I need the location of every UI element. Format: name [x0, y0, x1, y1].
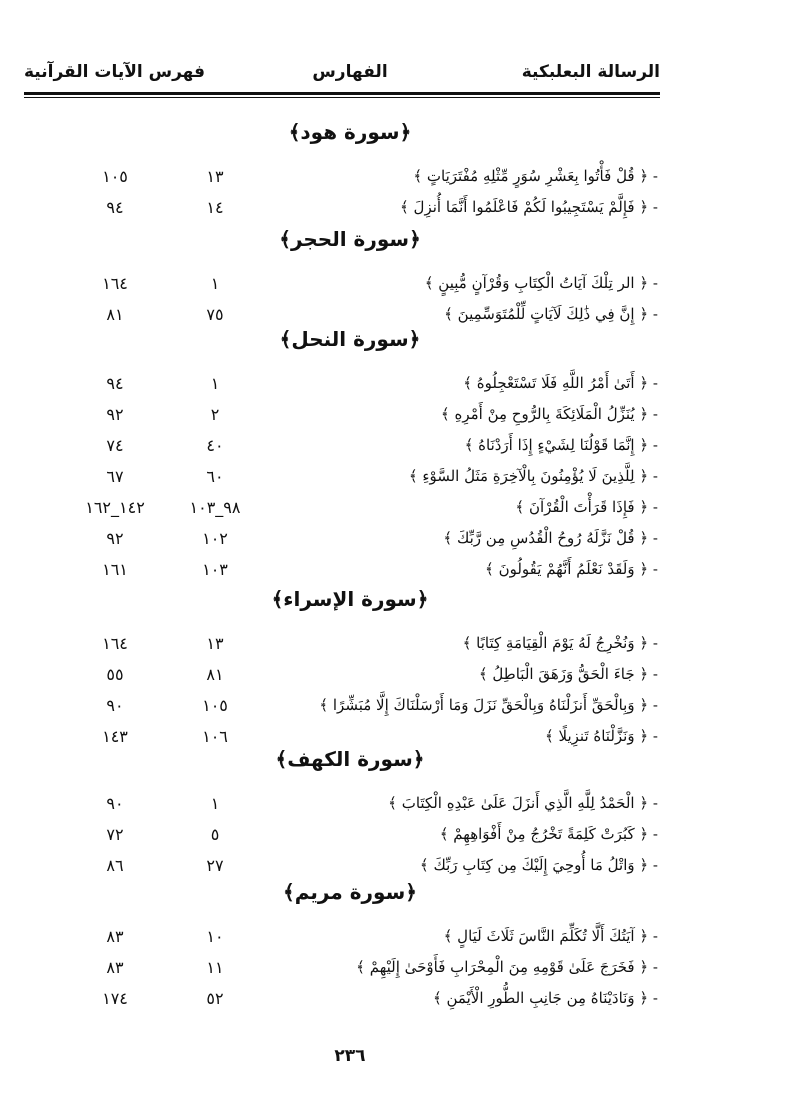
page-reference: ٩٤	[106, 374, 124, 393]
ayah-number: ١٠٥	[202, 696, 228, 715]
verse-text: - ﴿ إِنَّمَا قَوْلُنَا لِشَيْءٍ إِذَا أَرَدْنَاهُ ﴾	[464, 436, 658, 454]
ayah-number: ٤٠	[206, 436, 224, 455]
index-row	[0, 405, 788, 431]
running-header	[0, 62, 788, 88]
index-row	[0, 529, 788, 555]
verse-text: - ﴿ أَتَىٰ أَمْرُ اللَّهِ فَلَا تَسْتَعْجِلُوهُ ﴾	[463, 374, 658, 392]
verse-text: - ﴿ الْحَمْدُ لِلَّهِ الَّذِي أَنزَلَ عَلَىٰ عَبْدِهِ الْكِتَابَ ﴾	[388, 794, 658, 812]
ayah-number: ٦٠	[206, 467, 224, 486]
index-title: فهرس الآيات القرآنية	[24, 62, 206, 82]
surah-heading: ﴿سورة مريم﴾	[283, 880, 417, 904]
ayah-number: ١٣	[206, 167, 224, 186]
ayah-number: ١٣	[206, 634, 224, 653]
index-row	[0, 498, 788, 524]
ayah-number: ١	[210, 794, 220, 813]
verse-text: - ﴿ لِلَّذِينَ لَا يُؤْمِنُونَ بِالْآخِرَةِ مَثَلُ السَّوْءِ ﴾	[408, 467, 658, 485]
section-title: الفهارس	[312, 62, 388, 82]
page-reference: ٨٦	[106, 856, 124, 875]
index-row	[0, 794, 788, 820]
verse-text: - ﴿ وَنُخْرِجُ لَهُ يَوْمَ الْقِيَامَةِ كِتَابًا ﴾	[462, 634, 658, 652]
verse-text: - ﴿ قُلْ نَزَّلَهُ رُوحُ الْقُدُسِ مِن رَّبِّكَ ﴾	[443, 529, 658, 547]
index-row	[0, 856, 788, 882]
verse-text: - ﴿ فَخَرَجَ عَلَىٰ قَوْمِهِ مِنَ الْمِحْرَابِ فَأَوْحَىٰ إِلَيْهِمْ ﴾	[356, 958, 658, 976]
verse-text: - ﴿ فَإِلَّمْ يَسْتَجِيبُوا لَكُمْ فَاعْلَمُوا أَنَّمَا أُنزِلَ ﴾	[399, 198, 658, 216]
page-number: ٢٣٦	[334, 1046, 366, 1066]
ayah-number: ١٠٦	[202, 727, 228, 746]
page-reference: ٩٠	[106, 794, 124, 813]
page-reference: ٩٢	[106, 529, 124, 548]
page-reference: ٦٧	[106, 467, 124, 486]
index-row	[0, 958, 788, 984]
index-row	[0, 989, 788, 1015]
index-row	[0, 825, 788, 851]
book-title: الرسالة البعلبكية	[521, 62, 660, 82]
ayah-number: ١١	[206, 958, 224, 977]
surah-heading: ﴿سورة الحجر﴾	[279, 227, 421, 251]
verse-text: - ﴿ وَاتْلُ مَا أُوحِيَ إِلَيْكَ مِن كِتَابِ رَبِّكَ ﴾	[419, 856, 658, 874]
ayah-number: ٢٧	[206, 856, 224, 875]
index-row	[0, 634, 788, 660]
index-row	[0, 436, 788, 462]
page-reference: ١٧٤	[102, 989, 128, 1008]
page-reference: ٨٣	[106, 927, 124, 946]
index-row	[0, 374, 788, 400]
ayah-number: ٨١	[206, 665, 224, 684]
index-row	[0, 274, 788, 300]
ayah-number: ٧٥	[206, 305, 224, 324]
header-rule-thick	[24, 92, 660, 95]
page-reference: ٩٠	[106, 696, 124, 715]
page-reference: ٨٣	[106, 958, 124, 977]
verse-text: - ﴿ وَلَقَدْ نَعْلَمُ أَنَّهُمْ يَقُولُونَ ﴾	[485, 560, 658, 578]
verse-text: - ﴿ وَنَادَيْنَاهُ مِن جَانِبِ الطُّورِ الْأَيْمَنِ ﴾	[432, 989, 658, 1007]
verse-text: - ﴿ قُلْ فَأْتُوا بِعَشْرِ سُوَرٍ مِّثْلِهِ مُفْتَرَيَاتٍ ﴾	[413, 167, 658, 185]
verse-text: - ﴿ جَاءَ الْحَقُّ وَزَهَقَ الْبَاطِلُ ﴾	[478, 665, 658, 683]
surah-heading: ﴿سورة النحل﴾	[279, 327, 421, 351]
verse-text: - ﴿ الر تِلْكَ آيَاتُ الْكِتَابِ وَقُرْآنٍ مُّبِينٍ ﴾	[424, 274, 658, 292]
index-row	[0, 467, 788, 493]
page-reference: ١٤٣	[102, 727, 128, 746]
verse-text: - ﴿ فَإِذَا قَرَأْتَ الْقُرْآنَ ﴾	[515, 498, 658, 516]
ayah-number: ٢	[210, 405, 220, 424]
verse-text: - ﴿ إِنَّ فِي ذَٰلِكَ لَآيَاتٍ لِّلْمُتَوَسِّمِينَ ﴾	[444, 305, 658, 323]
index-row	[0, 560, 788, 586]
ayah-number: ٩٨_١٠٣	[189, 498, 241, 517]
index-row	[0, 696, 788, 722]
verse-text: - ﴿ كَبُرَتْ كَلِمَةً تَخْرُجُ مِنْ أَفْوَاهِهِمْ ﴾	[439, 825, 658, 843]
ayah-number: ٥	[210, 825, 220, 844]
verse-text: - ﴿ وَبِالْحَقِّ أَنزَلْنَاهُ وَبِالْحَقِّ نَزَلَ وَمَا أَرْسَلْنَاكَ إِلَّا مُبَشِّرًا ﴾	[319, 696, 658, 714]
page-reference: ٨١	[106, 305, 124, 324]
page-reference: ٥٥	[106, 665, 124, 684]
page-reference: ٧٤	[106, 436, 124, 455]
page-reference: ١٦١	[102, 560, 128, 579]
page-reference: ٩٢	[106, 405, 124, 424]
verse-text: - ﴿ يُنَزِّلُ الْمَلَائِكَةَ بِالرُّوحِ مِنْ أَمْرِهِ ﴾	[440, 405, 658, 423]
ayah-number: ١٠٣	[202, 560, 228, 579]
index-row	[0, 665, 788, 691]
index-row	[0, 927, 788, 953]
page-reference: ١٦٤	[102, 634, 128, 653]
page-reference: ٩٤	[106, 198, 124, 217]
page-reference: ١٠٥	[102, 167, 128, 186]
index-row	[0, 198, 788, 224]
verse-text: - ﴿ وَنَزَّلْنَاهُ تَنزِيلًا ﴾	[544, 727, 658, 745]
ayah-number: ١٠	[206, 927, 224, 946]
verse-text: - ﴿ آيَتُكَ أَلَّا تُكَلِّمَ النَّاسَ ثَلَاثَ لَيَالٍ ﴾	[443, 927, 658, 945]
page-reference: ٧٢	[106, 825, 124, 844]
surah-heading: ﴿سورة الكهف﴾	[275, 747, 425, 771]
header-rule-thin	[24, 97, 660, 98]
page-reference: ١٦٤	[102, 274, 128, 293]
page-reference: ١٤٢_١٦٢	[85, 498, 145, 517]
surah-heading: ﴿سورة الإسراء﴾	[271, 587, 429, 611]
surah-heading: ﴿سورة هود﴾	[288, 120, 412, 144]
ayah-number: ١٠٢	[202, 529, 228, 548]
ayah-number: ١	[210, 274, 220, 293]
ayah-number: ١	[210, 374, 220, 393]
ayah-number: ١٤	[206, 198, 224, 217]
index-row	[0, 167, 788, 193]
ayah-number: ٥٢	[206, 989, 224, 1008]
